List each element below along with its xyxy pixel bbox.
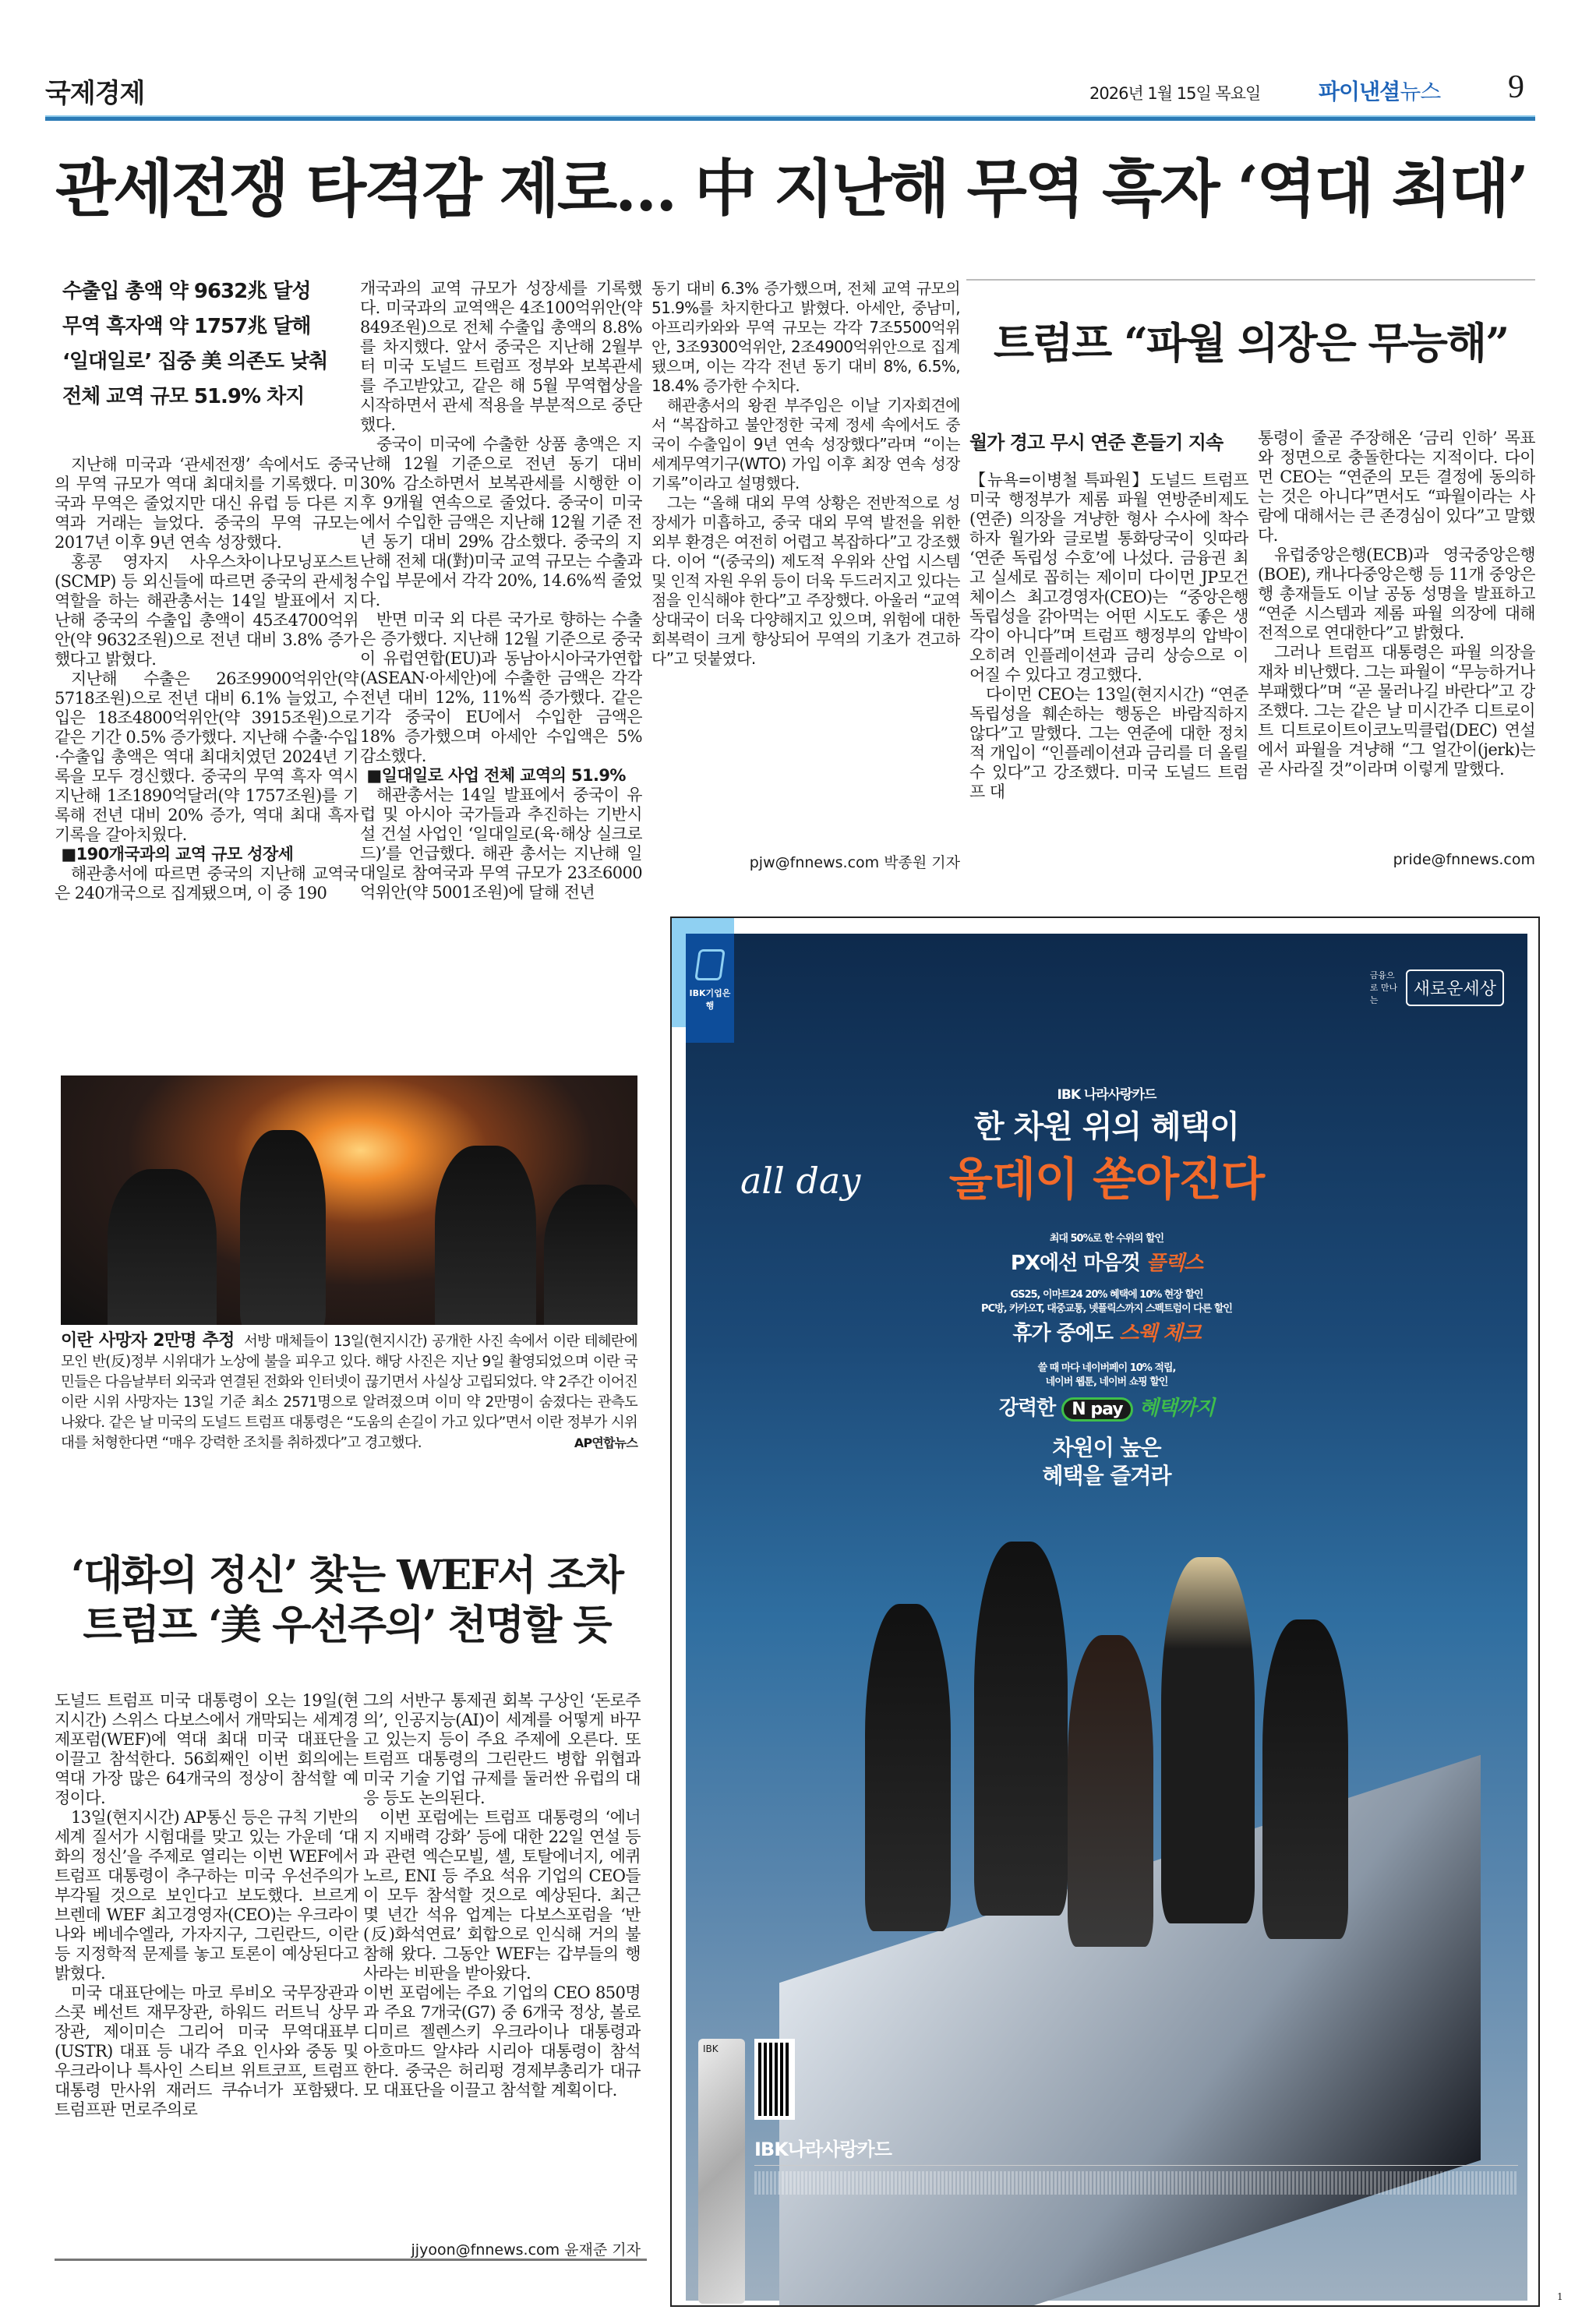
subhead: 전체 교역 규모 51.9% 차지 (62, 385, 305, 408)
bank-name: IBK기업은행 (689, 988, 731, 1011)
ad-benefit-accent: 혜택까지 (1139, 1397, 1215, 1420)
ad-benefit: 쓸 때 마다 네이버페이 10% 적립, (1037, 1362, 1176, 1374)
protest-photo (61, 1075, 637, 1325)
ad-benefit: 최대 50%로 한 수위의 할인 (1049, 1233, 1164, 1245)
section-label: 국제경제 (45, 78, 145, 109)
ad-benefit: GS25, 이마트24 20% 혜택에 10% 현장 할인 (1010, 1289, 1203, 1301)
main-headline (47, 150, 1535, 228)
subhead: 수출입 총액 약 9632兆 달성 (62, 280, 311, 303)
ad-closing: 혜택을 즐겨라 (1042, 1463, 1171, 1489)
ad-benefit: 네이버 웹툰, 네이버 쇼핑 할인 (1045, 1376, 1168, 1388)
card-image (698, 2039, 745, 2304)
paragraph: 유럽중앙은행(ECB)과 영국중앙은행(BOE), 캐나다중앙은행 등 11개 중앙은행 총재들도 이날 공동 성명을 발표하고 “연준 시스템과 제롬 파월 의장에 대해 전적으로 연대한다”고 밝혔다. (1258, 546, 1535, 642)
newspaper-logo (1319, 75, 1440, 106)
paragraph: 다이먼 CEO는 13일(현지시간) “연준 독립성을 훼손하는 행동은 바람직하지 않다”고 말했다. 그는 연준에 대한 정치적 개입이 “인플레이션과 금리를 더 올릴 수 있다”고 강조했다. 미국 도널드 트럼프 대 (969, 685, 1248, 801)
paragraph: 해관총서는 14일 발표에서 중국이 유럽 및 아시아 국가들과 추진하는 기반시설 건설 사업인 ‘일대일로(육·해상 실크로드)’를 언급했다. 해관 총서는 지난해 일대일로 참여국과 무역 규모가 23조6000억위안(약 5001조원)에 달해 전년 (360, 786, 642, 902)
trump-byline: pride@fnnews.com (1393, 851, 1535, 868)
paragraph: 13일(현지시간) AP통신 등은 규칙 기반의 세계 질서가 시험대를 맞고 있는 가운데 ‘대화의 정신’을 주제로 열리는 이번 WEF에서 트럼프 대통령이 추구하는 미국 우선주의가 부각될 것으로 보인다고 보도했다. 브르게 브렌데 WEF 최고경영자(CEO)는 우크라이나와 베네수엘라, 가자지구, 그린란드, 이란 등 지정학적 문제를 놓고 토론이 예상된다고 밝혔다. (55, 1808, 358, 1983)
photo-caption (61, 1331, 637, 1453)
ad-benefit-main: 휴가 중에도 (1012, 1322, 1114, 1345)
main-headline-text: 관세전쟁 타격감 제로… 中 지난해 무역 흑자 ‘역대 최대’ (55, 152, 1527, 225)
section-subhead: ■190개국과의 교역 규모 성장세 (61, 845, 294, 864)
model (1068, 1635, 1153, 1947)
ad-script: all day (740, 1160, 861, 1202)
main-column-3 (651, 279, 960, 848)
ad-benefit-accent: 플렉스 (1146, 1252, 1203, 1275)
paragraph: 그러나 트럼프 대통령은 파월 의장을 재차 비난했다. 그는 파월이 “무능하거나 부패했다”며 “곧 물러나길 바란다”고 강조했다. 그는 같은 날 미시간주 디트로이트 디트로이트이코노믹클럽(DEC) 연설에서 파월을 겨냥해 “그 얼간이(jerk)는 곧 사라질 것”이라며 이렇게 말했다. (1258, 643, 1535, 779)
main-byline: pjw@fnnews.com 박종원 기자 (749, 854, 960, 871)
paragraph: 그의 서반구 통제권 회복 구상인 ‘돈로주의’, 인공지능(AI)이 세계를 어떻게 바꾸고 있는지 등이 주요 주제에 오른다. 또 트럼프 대통령의 그린란드 병합 위협과 미국 기술 기업 규제를 둘러싼 유럽의 대응 등도 논의된다. (363, 1691, 641, 1807)
ibk-advertisement (670, 917, 1540, 2307)
ad-divider (754, 2165, 1518, 2166)
page-number: 9 (1508, 69, 1524, 105)
wef-headline (47, 1551, 647, 1651)
npay-logo: N pay (1061, 1397, 1132, 1422)
paragraph: 반면 미국 외 다른 국가로 향하는 수출은 증가했다. 지난해 12월 기준으로 중국이 유럽연합(EU)과 동남아시아국가연합(ASEAN·아세안)에 수출한 금액은 각각 전년 대비 12%, 11%씩 증가했다. 같은 기각 중국이 EU에서 수입한 금액은 18% 증가했으며 아세안 수입액은 5% 감소했다. (360, 610, 642, 765)
trump-headline-text: 트럼프 “파월 의장은 무능해” (993, 318, 1509, 368)
card-logo: IBK (703, 2043, 719, 2054)
paragraph: 지난해 수출은 26조9900억위안(약 5718조원)으로 전년 대비 6.1% 늘었고, 수입은 18조4800억위안(약 3915조원)으로 같은 기간 0.5% 증가했다. 지난해 수출·수입·수출입 총액은 역대 최대치였던 2024년 기록을 모두 경신했다. 중국의 무역 흑자 역시 지난해 1조1890억달러(약 1757조원)를 기록해 전년 대비 20% 증가, 역대 최대 흑자 기록을 갈아치웠다. (55, 669, 358, 844)
ibk-logo (686, 934, 734, 1043)
ad-benefit-main: 강력한 (998, 1397, 1056, 1420)
photo-credit: AP연합뉴스 (574, 1436, 637, 1450)
paragraph: 개국과의 교역 규모가 성장세를 기록했다. 미국과의 교역액은 4조100억위안(약 849조원)으로 전체 수출입 총액의 8.8%를 차지했다. 앞서 중국은 지난해 2월부터 미국 도널드 트럼프 정부와 보복관세를 주고받았고, 같은 해 5월 무역협상을 시작하면서 관세 적용을 부분적으로 중단했다. (360, 279, 642, 434)
paragraph: 홍콩 영자지 사우스차이나모닝포스트(SCMP) 등 외신들에 따르면 중국의 관세청 역할을 하는 해관총서는 14일 발표에서 지난해 중국의 수출입 총액이 45조4700억위안(약 9632조원)으로 전년 대비 3.8% 증가했다고 밝혔다. (55, 553, 358, 669)
paragraph: 통령이 줄곧 주장해온 ‘금리 인하’ 목표와 정면으로 충돌한다는 지적이다. 다이먼 CEO는 “연준의 모든 결정에 동의하는 것은 아니다”면서도 “파월이라는 사람에 대해서는 큰 존경심이 있다”고 말했다. (1258, 429, 1535, 545)
ad-closing: 차원이 높은 (1052, 1435, 1161, 1460)
trump-column-1 (969, 471, 1248, 870)
paragraph: 미국 대표단에는 마코 루비오 국무장관과 스콧 베선트 재무장관, 하워드 러트닉 상무장관, 제이미슨 그리어 미국 무역대표부(USTR) 대표 등 내각 주요 인사와 중동 및 우크라이나 특사인 스티브 위트코프, 트럼프 대통령 만사위 재러드 쿠슈너가 포함됐다. 트럼프판 먼로주의로 (55, 1983, 358, 2119)
ad-fine-print (754, 2171, 1518, 2195)
slogan-small: 금융으로 만나는 (1369, 970, 1398, 1005)
divider (966, 279, 1535, 281)
logo-light: 뉴스 (1400, 79, 1441, 104)
subhead: 무역 흑자액 약 1757兆 달해 (62, 315, 311, 338)
model (1161, 1557, 1255, 1923)
paragraph: 중국이 미국에 수출한 상품 총액은 지난해 12월 기준으로 전년 동기 대비 30% 감소하면서 보복관세를 시행한 이후 9개월 연속으로 줄었다. 중국이 미국에서 수입한 금액은 지난해 12월 기준 전년 동기 대비 29% 감소했다. 중국의 지난해 전체 대(對)미국 교역 규모는 수출과 수입 부문에서 각각 20%, 14.6%씩 줄었다. (360, 435, 642, 609)
wef-column-1 (55, 1691, 358, 2260)
ad-headline-2: 올데이 쏟아진다 (948, 1153, 1265, 1206)
ad-benefit-main: PX에선 마음껏 (1010, 1252, 1140, 1275)
caption-text: 서방 매체들이 13일(현지시간) 공개한 사진 속에서 이란 테헤란에 모인 반(反)정부 시위대가 노상에 불을 피우고 있다. 해당 사진은 지난 9일 촬영되었으며 이란 국민들은 다음날부터 외국과 연결된 전화와 인터넷이 끊기면서 사실상 고립되었다. 약 2주간 이어진 이란 시위 사망자는 13일 기준 최소 2571명으로 알려졌으며 이미 약 2만명이 숨졌다는 관측도 나왔다. 같은 날 미국의 도널드 트럼프 대통령은 “도움의 손길이 가고 있다”면서 이란 정부가 시위대를 처형한다면 “매우 강력한 조치를 취하겠다”고 경고했다. (61, 1333, 637, 1451)
bottom-rule (55, 2259, 647, 2261)
paragraph: 【뉴욕=이병철 특파원】도널드 트럼프 미국 행정부가 제롬 파월 연방준비제도(연준) 의장을 겨냥한 형사 수사에 착수하자 월가와 글로벌 통화당국이 잇따라 ‘연준 독립성 수호’에 나섰다. 금융권 최고 실세로 꼽히는 제이미 다이먼 JP모건체이스 최고경영자(CEO)는 “중앙은행 독립성을 갉아먹는 어떤 시도도 좋은 생각이 아니다”며 트럼프 행정부의 압박이 오히려 인플레이션과 금리 상승으로 이어질 수 있다고 경고했다. (969, 471, 1248, 684)
footer-mark: 1 (1557, 2291, 1563, 2302)
issue-date: 2026년 1월 15일 목요일 (1089, 84, 1261, 103)
model (1262, 1619, 1348, 1939)
paragraph: 이번 포럼에는 주요 기업의 CEO 850명과 주요 7개국(G7) 중 6개국 정상, 볼로디미르 젤렌스키 우크라이나 대통령과 아흐마드 알샤라 시리아 대통령이 참석한다. 중국은 허리펑 경제부총리가 대규모 대표단을 이끌고 참석할 계획이다. (363, 1983, 641, 2100)
section-subhead: ■일대일로 사업 전체 교역의 51.9% (366, 766, 626, 785)
paragraph: 동기 대비 6.3% 증가했으며, 전체 교역 규모의 51.9%를 차지한다고 밝혔다. 아세안, 중남미, 아프리카와와 무역 규모는 각각 7조5500억위안, 3조9300억위안, 2조4900억위안으로 집계됐으며, 이는 각각 전년 동기 대비 8%, 6.5%, 18.4% 증가한 수치다. (651, 279, 960, 395)
trump-headline (966, 318, 1535, 368)
wef-column-2 (363, 1691, 641, 2237)
subhead: ‘일대일로’ 집중 美 의존도 낮춰 (62, 350, 328, 373)
slogan: 새로운세상 (1406, 970, 1504, 1006)
paragraph: 해관총서에 따르면 중국의 지난해 교역국은 240개국으로 집계됐으며, 이 중 190 (55, 864, 358, 902)
headline-line: 트럼프 ‘美 우선주의’ 천명할 듯 (83, 1602, 611, 1649)
ad-background (686, 934, 1527, 2301)
paragraph: 그는 “올해 대외 무역 상황은 전반적으로 성장세가 미흡하고, 중국 대외 무역 발전을 위한 외부 환경은 여전히 어렵고 복잡하다”고 강조했다. 이어 “(중국의) 제도적 우위와 산업 시스템 및 인적 자원 우위 등이 더욱 두드러지고 있다는 점을 인식해야 한다”고 주장했다. 아울러 “교역 상대국이 더욱 다양해지고 있으며, 위험에 대한 회복력이 크게 향상되어 무역의 기초가 견고하다”고 덧붙였다. (651, 493, 960, 668)
caption-title: 이란 사망자 2만명 추정 (61, 1331, 235, 1351)
ad-headline-1: 한 차원 위의 혜택이 (974, 1109, 1239, 1145)
model (974, 1542, 1068, 1916)
trump-subhead: 월가 경고 무시 연준 흔들기 지속 (969, 432, 1223, 454)
trump-column-2 (1258, 429, 1535, 849)
main-column-1 (55, 455, 358, 1024)
logo-bold: 파이낸셜 (1319, 79, 1400, 104)
paragraph: 해관총서의 왕쥔 부주임은 이날 기자회견에서 “복잡하고 불안정한 국제 정세 속에서도 중국이 수출입이 9년 연속 성장했다”라며 “이는 세계무역기구(WTO) 가입 이후 최장 연속 성장 기록”이라고 설명했다. (651, 396, 960, 493)
ad-card-name: IBK나라사랑카드 (754, 2139, 892, 2160)
ad-slogan (1370, 969, 1504, 1006)
main-subheads (62, 274, 343, 415)
ibk-logo-icon (694, 949, 726, 980)
headline-line: ‘대화의 정신’ 찾는 WEF서 조차 (71, 1552, 623, 1599)
ad-benefit: PC방, 카카오T, 대중교통, 넷플릭스까지 스펙트럼이 다른 할인 (981, 1303, 1232, 1315)
model (865, 1604, 951, 1931)
qr-code[interactable] (754, 2039, 795, 2120)
wef-byline: jjyoon@fnnews.com 윤재준 기자 (411, 2241, 641, 2259)
paragraph: 도널드 트럼프 미국 대통령이 오는 19일(현지시간) 스위스 다보스에서 개막되는 세계경제포럼(WEF)에 역대 최대 미국 대표단을 이끌고 참석한다. 56회째인 이번 회의에는 역대 가장 많은 64개국의 정상이 참석할 예정이다. (55, 1691, 358, 1807)
ad-benefit-accent: 스웩 체크 (1119, 1322, 1201, 1345)
main-column-2 (360, 279, 642, 1024)
header-rule (45, 115, 1535, 121)
ad-product: IBK 나라사랑카드 (1057, 1087, 1156, 1103)
paragraph: 이번 포럼에는 트럼프 대통령의 ‘에너지 지배력 강화’ 등에 대한 22일 연설 등과 관련 엑슨모빌, 셸, 토탈에너지, 에퀴노르, ENI 등 주요 석유 기업의 CEO들이 모두 참석할 것으로 예상된다. 최근 몇 년간 석유 업계는 다보스포럼을 ‘반(反)화석연료’ 회합으로 인식해 거의 불참해 왔다. 그동안 WEF는 갑부들의 행사라는 비판을 받아왔다. (363, 1808, 641, 1983)
paragraph: 지난해 미국과 ‘관세전쟁’ 속에서도 중국의 무역 규모가 역대 최대치를 기록했다. 미국과 무역은 줄었지만 대신 유럽 등 다른 지역과 거래는 늘었다. 중국의 무역 규모는 2017년 이후 9년 연속 성장했다. (55, 455, 358, 552)
